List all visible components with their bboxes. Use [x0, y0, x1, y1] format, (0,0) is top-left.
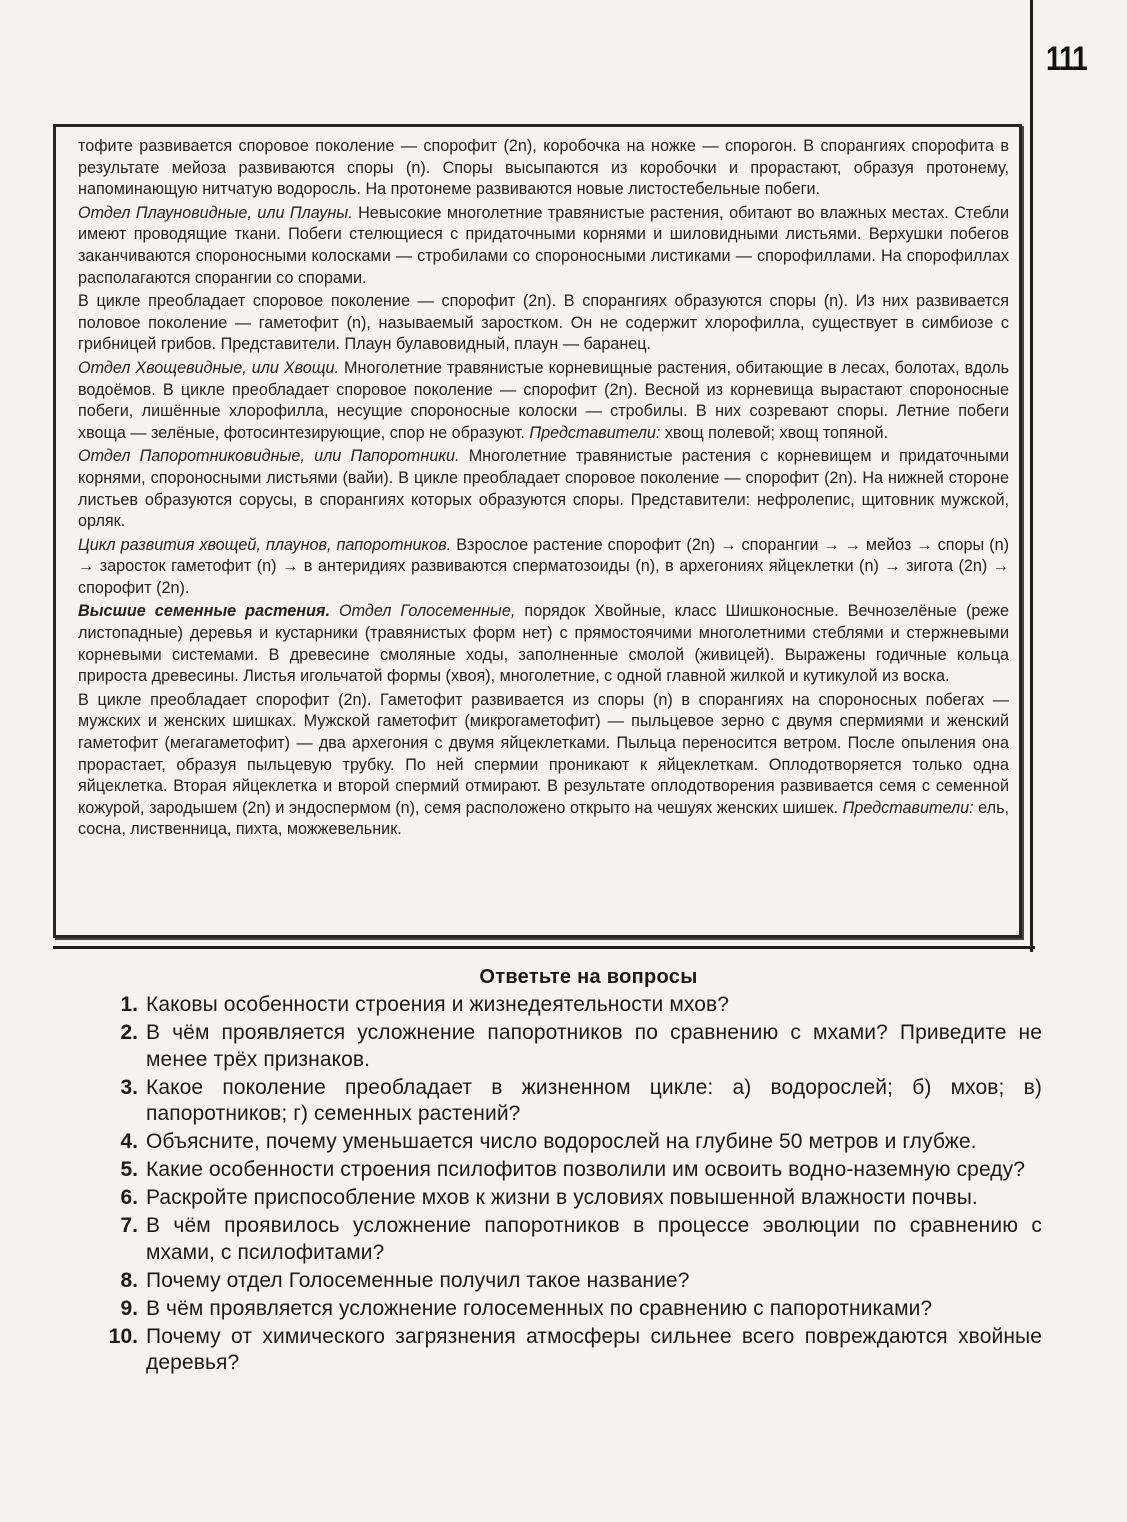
- question-text: В чём проявилось усложнение папоротников в процессе эволюции по сравнению с мхами, с псилофитами?: [146, 1214, 1042, 1264]
- question-text: Почему отдел Голосеменные получил такое название?: [146, 1268, 690, 1292]
- question-number: 8.: [120, 1268, 138, 1292]
- question-item: [96, 1185, 1042, 1212]
- questions-heading: Ответьте на вопросы: [479, 966, 698, 988]
- lycophytes-heading: Отдел Плауновидные, или Плауны.: [78, 203, 353, 222]
- question-item: [96, 1268, 1042, 1295]
- horsetails-rep: хвощ полевой; хвощ топяной.: [660, 423, 889, 442]
- paragraph-mosses: тофите развивается споровое поколение — спорофит (2n), коробочка на ножке — спорогон. В спорангиях спорофита в результате мейоза развиваются споры (n). Споры высыпаются из коробочки и прорастают, образуя протонему, напоминающую нитчатую водоросль. На протонеме развиваются новые листостебельные побеги.: [78, 137, 1009, 199]
- question-item: [96, 1129, 1042, 1156]
- paragraph-horsetails: [78, 358, 1009, 444]
- page-margin-rule: [1030, 0, 1033, 952]
- question-number: 6.: [120, 1186, 138, 1209]
- question-item: [96, 1296, 1042, 1323]
- question-number: 9.: [120, 1296, 138, 1320]
- lycophytes-text: Невысокие многолетние травянистые растения, обитают во влажных местах. Стебли имеют проводящие ткани. Побеги стелющиеся с придаточными корнями и шиловидными листьями. Верхушки побегов заканчиваются спороносными колосками — стробилами со спороносными листиками — спорофиллами. На спорофиллах располагаются спорангии со спорами.: [78, 203, 1009, 287]
- question-item: [96, 1324, 1042, 1377]
- question-item: [96, 1075, 1042, 1128]
- question-number: 5.: [120, 1158, 138, 1181]
- question-text: Объясните, почему уменьшается число водорослей на глубине 50 метров и глубже.: [146, 1130, 977, 1153]
- horsetails-text: Многолетние травянистые корневищные растения, обитающие в лесах, болотах, вдоль водоёмов. В цикле преобладает споровое поколение — спорофит (2n). Весной из корневища вырастают спороносные побеги, лишённые хлорофилла, несущие спороносные колоски — стробилы. В них созревают споры. Летние побеги хвоща — зелёные, фотосинтезирующие, спор не образуют.: [78, 358, 1010, 442]
- paragraph-gymnosperms-cycle: [78, 690, 1009, 841]
- paragraph-life-cycle: [78, 535, 1009, 600]
- question-text: Почему от химического загрязнения атмосферы сильнее всего повреждаются хвойные деревья?: [146, 1324, 1042, 1374]
- question-number: 2.: [120, 1021, 138, 1044]
- question-text: Какие особенности строения псилофитов позволили им освоить водно-наземную среду?: [146, 1158, 1025, 1181]
- ferns-heading: Отдел Папоротниковидные, или Папоротники.: [78, 447, 460, 466]
- horsetails-rep-label: Представители:: [529, 423, 661, 442]
- question-item: [96, 992, 1042, 1019]
- question-item: [96, 1020, 1042, 1073]
- question-text: Какое поколение преобладает в жизненном цикле: а) водорослей; б) мхов; в) папоротников; г) семенных растений?: [146, 1075, 1042, 1125]
- question-number: 1.: [120, 993, 138, 1016]
- question-text: В чём проявляется усложнение голосеменных по сравнению с папоротниками?: [146, 1296, 933, 1320]
- question-number: 4.: [120, 1130, 138, 1153]
- paragraph-lycophytes: [78, 203, 1009, 289]
- question-text: Раскройте приспособление мхов к жизни в условиях повышенной влажности почвы.: [146, 1186, 978, 1209]
- gymnosperms-text: порядок Хвойные, класс Шишконосные. Вечнозелёные (реже листопадные) деревья и кустарники (травянистых форм нет) с прямостоячими многолетними стеблями и стержневыми корневыми системами. В древесине смоляные ходы, заполненные смолой (живицей). Выражены годичные кольца прироста древесины. Листья игольчатой формы (хвоя), многолетние, с одной главной жилкой и кутикулой из воска.: [78, 602, 1009, 686]
- paragraph-lycophytes-cycle: В цикле преобладает споровое поколение — спорофит (2n). В спорангиях образуются споры (n). Из них развивается половое поколение — гаметофит (n), называемый заростком. Он не содержит хлорофилла, существует в симбиозе с грибницей грибов. Представители. Плаун булавовидный, плаун — баранец.: [78, 292, 1009, 354]
- gymnosperms-rep-label: Представители:: [842, 798, 974, 817]
- question-item: [96, 1213, 1042, 1266]
- life-cycle-text: Взрослое растение спорофит (2n) → спорангии → → мейоз → споры (n) → заросток гаметофит (n) → в антеридиях развиваются сперматозоиды (n), в архегониях яйцеклетки (n) → зигота (2n) → спорофит (2n).: [78, 535, 1009, 597]
- life-cycle-heading: Цикл развития хвощей, плаунов, папоротников.: [78, 535, 452, 554]
- question-text: В чём проявляется усложнение папоротников по сравнению с мхами? Приведите не менее трёх признаков.: [146, 1021, 1042, 1071]
- gymnosperms-cycle-text: В цикле преобладает спорофит (2n). Гаметофит развивается из споры (n) в спорангиях на спороносных побегах — мужских и женских шишках. Мужской гаметофит (микрогаметофит) — пыльцевое зерно с двумя спермиями и женский гаметофит (мегагаметофит) — два архегония с двумя яйцеклетками. Пыльца переносится ветром. После опыления она прорастает, образуя пыльцевую трубку. По ней спермии проникают к яйцеклеткам. Оплодотворяется только одна яйцеклетка. Вторая яйцеклетка и второй спермий отмирают. В результате оплодотворения развивается семя с семенной кожурой, зародышем (2n) и эндоспермом (n), семя расположено открыто на чешуях женских шишек.: [78, 690, 1009, 817]
- question-number: 10.: [108, 1324, 138, 1348]
- paragraph-ferns: [78, 446, 1009, 532]
- question-item: [96, 1157, 1042, 1184]
- section-divider: [53, 946, 1035, 949]
- question-number: 3.: [120, 1075, 138, 1099]
- ferns-text: Многолетние травянистые растения с корневищем и придаточными корнями, спороносными листьями (вайи). В цикле преобладает споровое поколение — спорофит (2n). На нижней стороне листьев образуются сорусы, в спорангиях которых образуются споры. Представители: нефролепис, щитовник мужской, орляк.: [78, 447, 1009, 531]
- summary-box: [53, 124, 1022, 938]
- question-number: 7.: [120, 1214, 138, 1237]
- question-text: Каковы особенности строения и жизнедеятельности мхов?: [146, 993, 730, 1016]
- gymnosperms-heading: Отдел Голосеменные,: [329, 602, 516, 621]
- horsetails-heading: Отдел Хвощевидные, или Хвощи.: [78, 358, 340, 377]
- seed-plants-heading: Высшие семенные растения.: [78, 602, 330, 621]
- questions-list: [96, 992, 1042, 1378]
- page-number: 111: [1046, 40, 1087, 78]
- paragraph-gymnosperms: [78, 601, 1009, 687]
- gymnosperms-rep: ель, сосна, лиственница, пихта, можжевельник.: [78, 798, 1010, 839]
